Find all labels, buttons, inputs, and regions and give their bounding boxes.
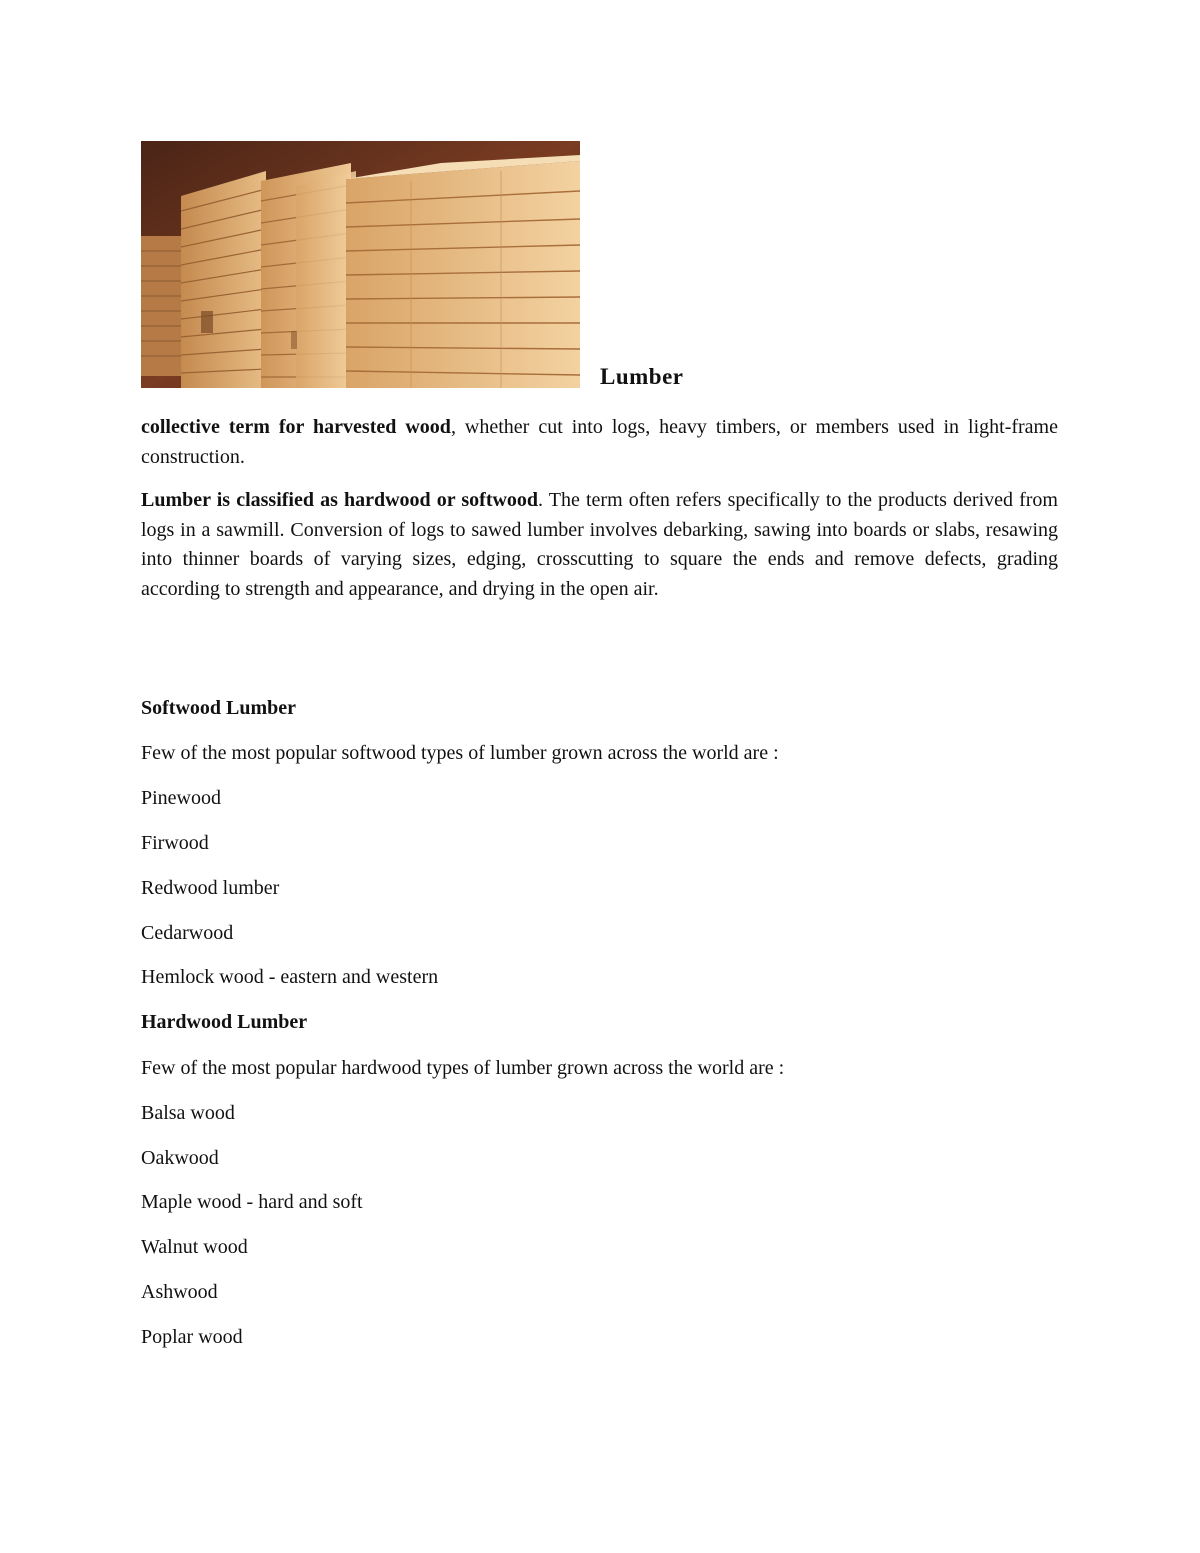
- intro-text: , whether cut into logs, heavy timbers, or members used in light-frame construction.: [141, 416, 1058, 468]
- list-item: Hemlock wood - eastern and western: [141, 966, 439, 988]
- softwood-heading: Softwood Lumber: [141, 697, 297, 719]
- hardwood-heading: Hardwood Lumber: [141, 1011, 308, 1033]
- list-item: Oakwood: [141, 1147, 219, 1169]
- list-item: Maple wood - hard and soft: [141, 1191, 363, 1213]
- list-item: Ashwood: [141, 1281, 218, 1303]
- classification-text: . The term often refers specifically to the products derived from logs in a sawmill. Conversion of logs to sawed lumber involves debarking, sawing into boards or slabs, resawing into thinner boards of varying sizes, edging, crosscutting to square the ends and remove defects, grading according to strength and appearance, and drying in the open air.: [141, 489, 1058, 600]
- list-item: Redwood lumber: [141, 877, 280, 899]
- lumber-stack-photo: [141, 141, 580, 388]
- list-item: Walnut wood: [141, 1236, 248, 1258]
- classification-bold-phrase: Lumber is classified as hardwood or softwood: [141, 489, 539, 511]
- hardwood-intro: Few of the most popular hardwood types of lumber grown across the world are :: [141, 1057, 785, 1079]
- list-item: Pinewood: [141, 787, 221, 809]
- list-item: Balsa wood: [141, 1102, 235, 1124]
- document-title: Lumber: [600, 364, 684, 389]
- list-item: Cedarwood: [141, 922, 234, 944]
- softwood-intro: Few of the most popular softwood types of lumber grown across the world are :: [141, 742, 779, 764]
- lumber-stack-illustration: [141, 141, 580, 388]
- intro-paragraph: [141, 413, 1058, 472]
- list-item: Poplar wood: [141, 1326, 243, 1348]
- list-item: Firwood: [141, 832, 209, 854]
- intro-bold-phrase: collective term for harvested wood: [141, 416, 451, 438]
- classification-paragraph: [141, 486, 1058, 604]
